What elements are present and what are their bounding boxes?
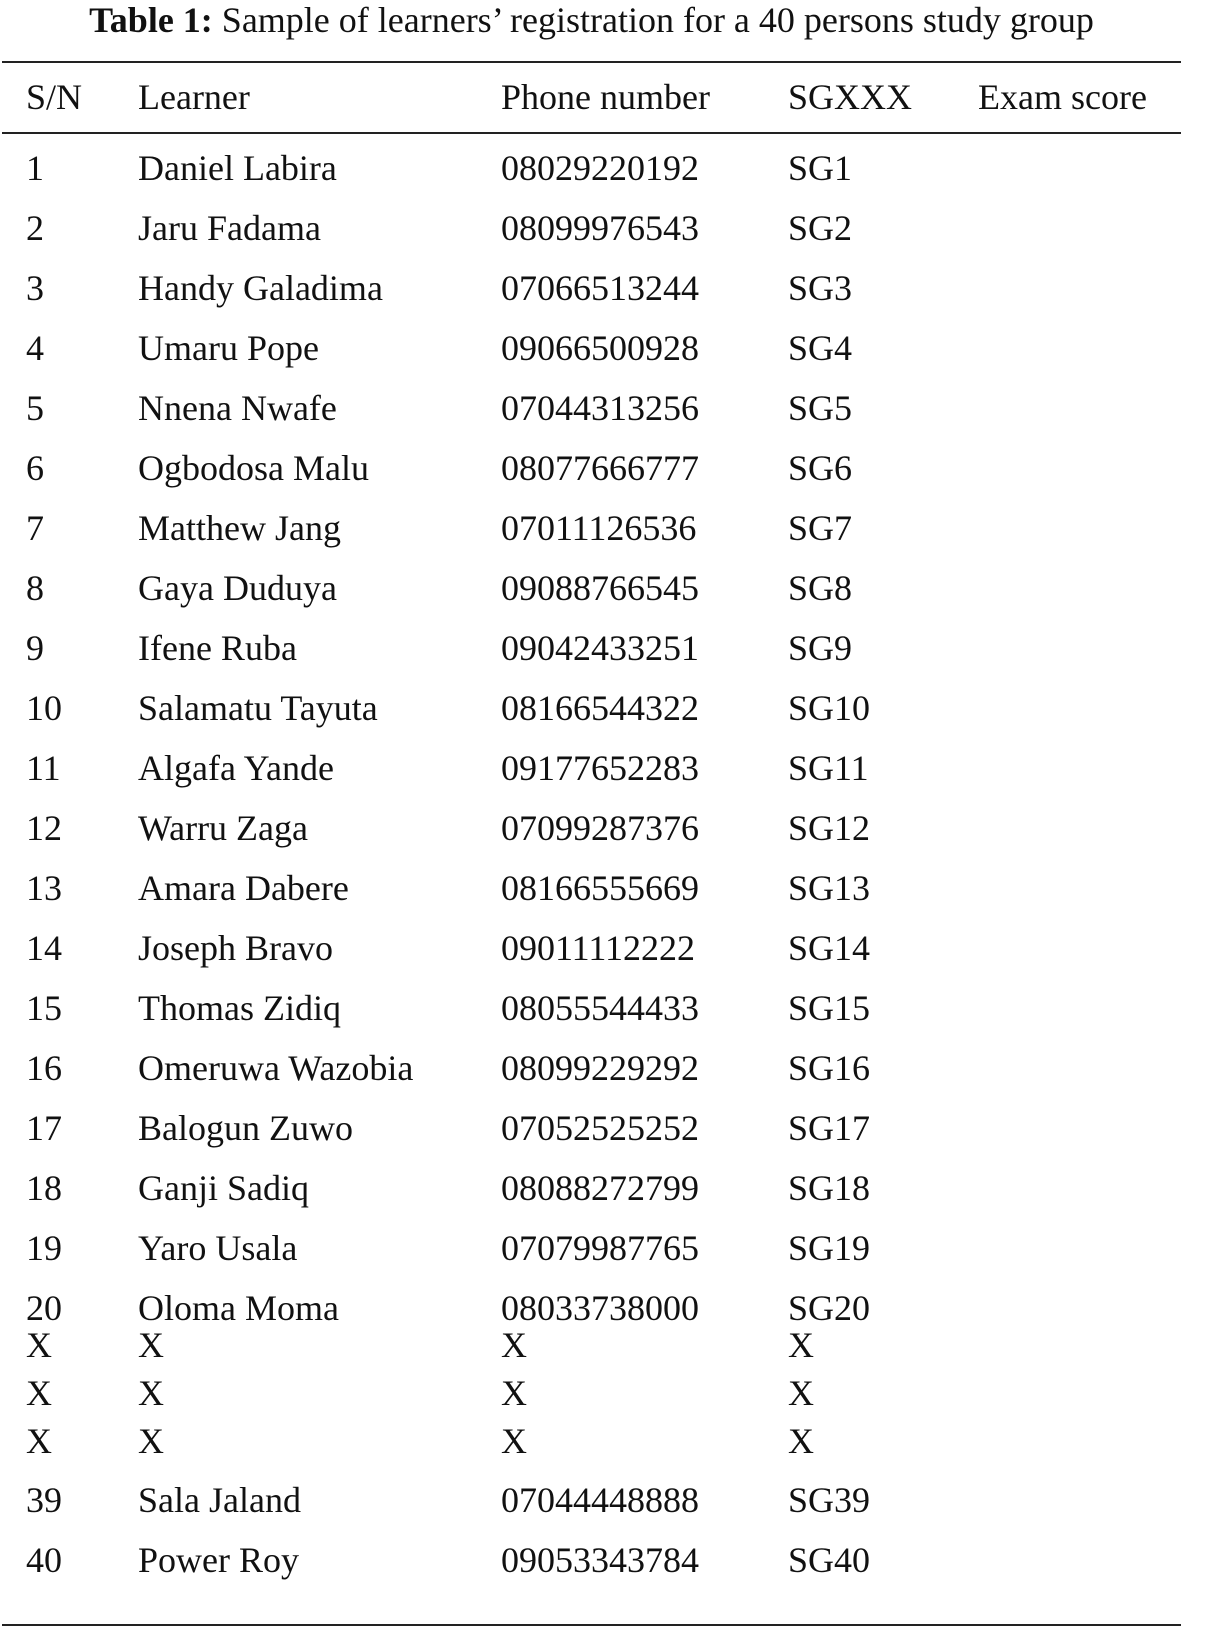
table-row (0, 1168, 1223, 1208)
cell-phone: 07052525252 (501, 1108, 699, 1148)
caption-label: Table 1: (89, 0, 213, 40)
cell-sn: X (26, 1421, 52, 1461)
table-row (0, 1108, 1223, 1148)
cell-learner: Joseph Bravo (138, 928, 333, 968)
cell-learner: Balogun Zuwo (138, 1108, 353, 1148)
cell-sn: 9 (26, 628, 44, 668)
cell-sgxxx: SG6 (788, 448, 853, 488)
cell-phone: 08099229292 (501, 1048, 699, 1088)
table-row (0, 748, 1223, 788)
cell-sn: 1 (26, 148, 44, 188)
cell-phone: 07011126536 (501, 508, 697, 548)
cell-sgxxx: SG3 (788, 268, 853, 308)
cell-learner: Yaro Usala (138, 1228, 298, 1268)
header-sn: S/N (26, 77, 83, 117)
table-caption (0, 0, 1183, 40)
cell-sn: 17 (26, 1108, 62, 1148)
bottom-rule (2, 1624, 1181, 1626)
cell-sgxxx: SG16 (788, 1048, 871, 1088)
cell-sn: 11 (26, 748, 61, 788)
cell-learner: Matthew Jang (138, 508, 341, 548)
cell-phone: 08166544322 (501, 688, 699, 728)
table-row (0, 508, 1223, 548)
cell-phone: 07066513244 (501, 268, 699, 308)
cell-sgxxx: SG13 (788, 868, 871, 908)
header-learner: Learner (138, 77, 250, 117)
cell-phone: X (501, 1421, 527, 1461)
cell-sgxxx: SG14 (788, 928, 871, 968)
table-row (0, 688, 1223, 728)
table-row (0, 448, 1223, 488)
cell-sn: 40 (26, 1540, 62, 1580)
table-row (0, 1540, 1223, 1580)
cell-sgxxx: SG1 (788, 148, 853, 188)
cell-sgxxx: SG12 (788, 808, 871, 848)
cell-phone: 07044448888 (501, 1480, 699, 1520)
cell-learner: Gaya Duduya (138, 568, 337, 608)
cell-phone: 09053343784 (501, 1540, 699, 1580)
cell-sn: 20 (26, 1288, 62, 1328)
cell-sgxxx: X (788, 1325, 814, 1365)
cell-sgxxx: SG39 (788, 1480, 871, 1520)
cell-sn: 5 (26, 388, 44, 428)
table-row (0, 868, 1223, 908)
cell-phone: 07044313256 (501, 388, 699, 428)
cell-learner: Thomas Zidiq (138, 988, 341, 1028)
cell-phone: 08088272799 (501, 1168, 699, 1208)
cell-sgxxx: SG17 (788, 1108, 871, 1148)
header-phone: Phone number (501, 77, 710, 117)
cell-sn: 4 (26, 328, 44, 368)
table-row (0, 328, 1223, 368)
header-exam-score: Exam score (978, 77, 1147, 117)
cell-sgxxx: SG2 (788, 208, 853, 248)
table-row (0, 568, 1223, 608)
table-row (0, 988, 1223, 1028)
cell-phone: 09066500928 (501, 328, 699, 368)
cell-sn: 7 (26, 508, 44, 548)
cell-phone: 09011112222 (501, 928, 695, 968)
table-row (0, 1421, 1223, 1461)
table-row (0, 1325, 1223, 1365)
cell-sgxxx: SG7 (788, 508, 853, 548)
table-row (0, 928, 1223, 968)
cell-phone: 08077666777 (501, 448, 699, 488)
cell-learner: Oloma Moma (138, 1288, 339, 1328)
cell-phone: 07079987765 (501, 1228, 699, 1268)
cell-learner: Warru Zaga (138, 808, 308, 848)
cell-phone: X (501, 1325, 527, 1365)
cell-sgxxx: SG18 (788, 1168, 871, 1208)
cell-learner: Sala Jaland (138, 1480, 301, 1520)
table-row (0, 1288, 1223, 1328)
table-row (0, 808, 1223, 848)
cell-learner: Amara Dabere (138, 868, 349, 908)
cell-sgxxx: SG4 (788, 328, 853, 368)
table-row (0, 1228, 1223, 1268)
table-row (0, 388, 1223, 428)
cell-phone: 09088766545 (501, 568, 699, 608)
cell-learner: Nnena Nwafe (138, 388, 337, 428)
cell-phone: 09177652283 (501, 748, 699, 788)
header-row (0, 77, 1223, 117)
cell-sn: X (26, 1373, 52, 1413)
cell-learner: Umaru Pope (138, 328, 319, 368)
header-sgxxx: SGXXX (788, 77, 913, 117)
cell-learner: Ganji Sadiq (138, 1168, 309, 1208)
cell-phone: 08033738000 (501, 1288, 699, 1328)
cell-sgxxx: SG11 (788, 748, 869, 788)
cell-sn: 39 (26, 1480, 62, 1520)
table-row (0, 208, 1223, 248)
table-row (0, 1048, 1223, 1088)
table-row (0, 1373, 1223, 1413)
cell-sn: 3 (26, 268, 44, 308)
cell-learner: Salamatu Tayuta (138, 688, 378, 728)
cell-learner: Omeruwa Wazobia (138, 1048, 414, 1088)
cell-sgxxx: X (788, 1373, 814, 1413)
cell-learner: Algafa Yande (138, 748, 334, 788)
cell-sgxxx: SG15 (788, 988, 871, 1028)
cell-sgxxx: SG5 (788, 388, 853, 428)
caption-text: Sample of learners’ registration for a 40 persons study group (221, 0, 1094, 40)
cell-sn: 16 (26, 1048, 62, 1088)
cell-sn: 19 (26, 1228, 62, 1268)
cell-sgxxx: SG10 (788, 688, 871, 728)
cell-phone: 08099976543 (501, 208, 699, 248)
cell-sgxxx: SG40 (788, 1540, 871, 1580)
cell-learner: Daniel Labira (138, 148, 337, 188)
cell-sgxxx: X (788, 1421, 814, 1461)
table-row (0, 268, 1223, 308)
header-rule (2, 132, 1181, 134)
cell-learner: Ogbodosa Malu (138, 448, 369, 488)
cell-phone: 07099287376 (501, 808, 699, 848)
cell-sn: 10 (26, 688, 62, 728)
cell-phone: 08166555669 (501, 868, 699, 908)
cell-sn: 6 (26, 448, 44, 488)
cell-sn: 15 (26, 988, 62, 1028)
cell-learner: X (138, 1373, 164, 1413)
cell-learner: Handy Galadima (138, 268, 383, 308)
table-row (0, 1480, 1223, 1520)
cell-sgxxx: SG19 (788, 1228, 871, 1268)
cell-sgxxx: SG9 (788, 628, 853, 668)
cell-learner: Jaru Fadama (138, 208, 321, 248)
cell-sn: 12 (26, 808, 62, 848)
table-row (0, 628, 1223, 668)
cell-sgxxx: SG8 (788, 568, 853, 608)
cell-learner: Ifene Ruba (138, 628, 297, 668)
cell-phone: 08055544433 (501, 988, 699, 1028)
cell-phone: 09042433251 (501, 628, 699, 668)
cell-phone: 08029220192 (501, 148, 699, 188)
cell-sn: 8 (26, 568, 44, 608)
cell-learner: Power Roy (138, 1540, 299, 1580)
cell-sn: 14 (26, 928, 62, 968)
cell-learner: X (138, 1421, 164, 1461)
cell-sn: X (26, 1325, 52, 1365)
top-rule (2, 61, 1181, 63)
cell-sgxxx: SG20 (788, 1288, 871, 1328)
table-row (0, 148, 1223, 188)
cell-sn: 13 (26, 868, 62, 908)
cell-phone: X (501, 1373, 527, 1413)
cell-sn: 2 (26, 208, 44, 248)
cell-sn: 18 (26, 1168, 62, 1208)
cell-learner: X (138, 1325, 164, 1365)
